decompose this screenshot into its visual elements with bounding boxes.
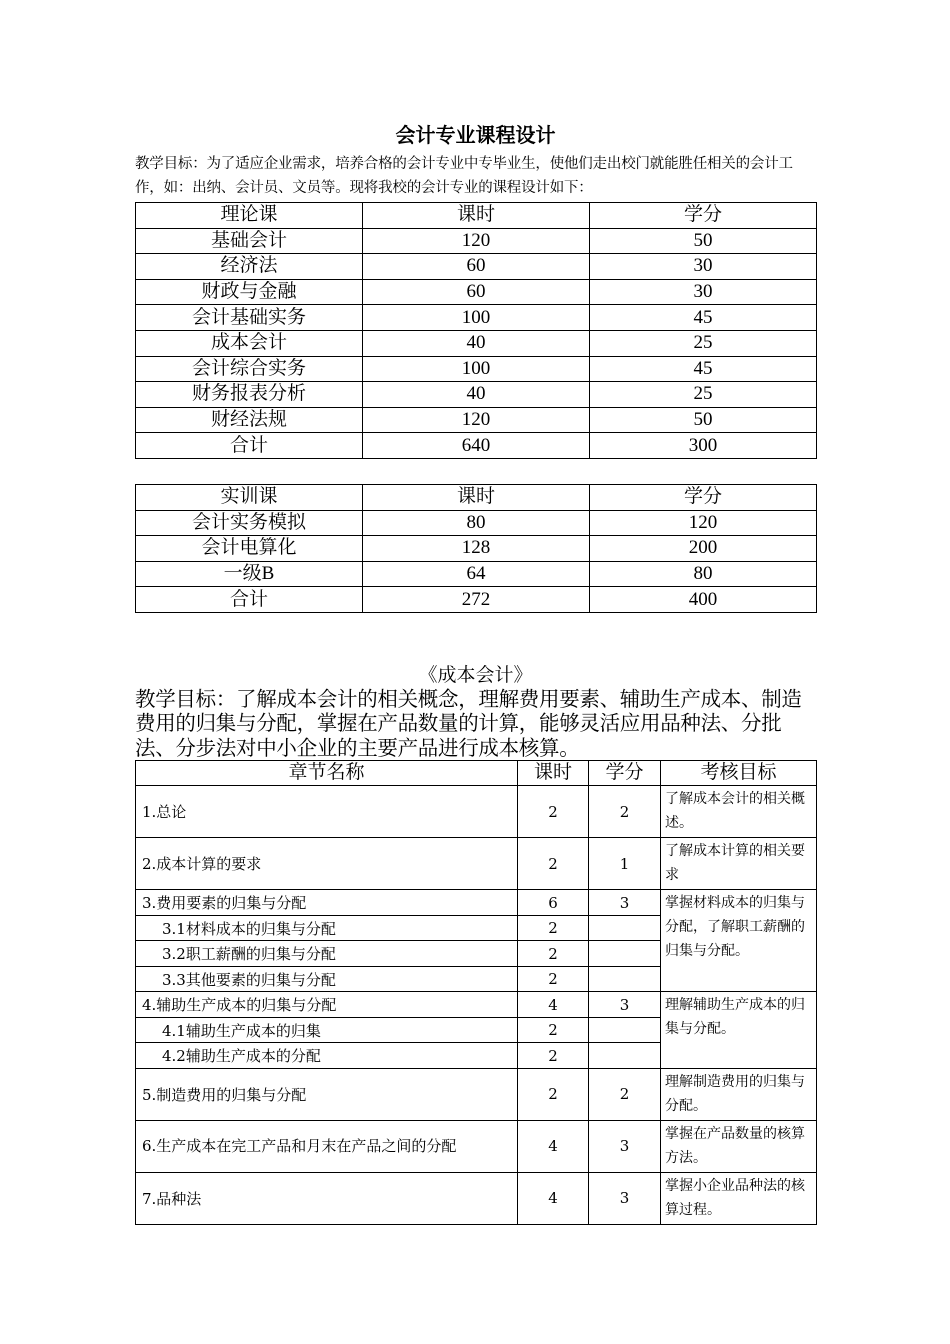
course-name-cell: 经济法 — [136, 254, 363, 280]
table-row — [136, 356, 817, 382]
table-row — [136, 786, 817, 838]
goal-cell: 理解制造费用的归集与分配。 — [661, 1068, 817, 1120]
practice-course-table — [135, 484, 817, 613]
goal-cell: 掌握材料成本的归集与分配，了解职工薪酬的归集与分配。 — [661, 890, 817, 992]
total-hours-cell: 272 — [363, 587, 590, 613]
credits-cell: 50 — [590, 407, 817, 433]
cost-accounting-intro: 教学目标：了解成本会计的相关概念，理解费用要素、辅助生产成本、制造费用的归集与分配，掌握在产品数量的计算，能够灵活应用品种法、分批法、分步法对中小企业的主要产品进行成本核算。 — [135, 686, 802, 760]
credits-cell: 2 — [589, 786, 661, 838]
table-row — [136, 254, 817, 280]
subsection-name-cell: 3.1材料成本的归集与分配 — [136, 915, 518, 941]
hours-cell: 4 — [518, 1172, 589, 1224]
total-hours-cell: 640 — [363, 433, 590, 459]
header-cell: 实训课 — [136, 484, 363, 510]
total-row — [136, 433, 817, 459]
header-cell: 学分 — [590, 484, 817, 510]
table-row — [136, 228, 817, 254]
credits-cell: 3 — [589, 992, 661, 1018]
intro-paragraph: 教学目标：为了适应企业需求，培养合格的会计专业中专毕业生，使他们走出校门就能胜任相关的会计工作，如：出纳、会计员、文员等。现将我校的会计专业的课程设计如下： — [135, 156, 793, 196]
course-name-cell: 财政与金融 — [136, 279, 363, 305]
credits-cell — [589, 966, 661, 992]
course-name-cell: 一级B — [136, 561, 363, 587]
course-name-cell: 会计电算化 — [136, 536, 363, 562]
credits-cell: 120 — [590, 510, 817, 536]
hours-cell: 2 — [518, 1017, 589, 1043]
course-name-cell: 成本会计 — [136, 330, 363, 356]
table-row — [136, 407, 817, 433]
course-name-cell: 财经法规 — [136, 407, 363, 433]
hours-cell: 80 — [363, 510, 590, 536]
table-header-row — [136, 484, 817, 510]
subsection-name-cell: 3.2职工薪酬的归集与分配 — [136, 941, 518, 967]
hours-cell: 2 — [518, 786, 589, 838]
hours-cell: 4 — [518, 1120, 589, 1172]
chapter-name-cell: 4.辅助生产成本的归集与分配 — [136, 992, 518, 1018]
chapter-name-cell: 3.费用要素的归集与分配 — [136, 890, 518, 916]
goal-cell: 理解辅助生产成本的归集与分配。 — [661, 992, 817, 1069]
table-row — [136, 992, 817, 1018]
table-row — [136, 890, 817, 916]
credits-cell — [589, 941, 661, 967]
document-page — [135, 118, 816, 1225]
credits-cell: 25 — [590, 382, 817, 408]
header-cell: 章节名称 — [136, 761, 518, 786]
header-cell: 考核目标 — [661, 761, 817, 786]
credits-cell: 3 — [589, 890, 661, 916]
credits-cell: 3 — [589, 1172, 661, 1224]
header-cell: 学分 — [590, 203, 817, 229]
total-row — [136, 587, 817, 613]
hours-cell: 128 — [363, 536, 590, 562]
hours-cell: 120 — [363, 228, 590, 254]
hours-cell: 120 — [363, 407, 590, 433]
header-cell: 理论课 — [136, 203, 363, 229]
table-row — [136, 536, 817, 562]
hours-cell: 2 — [518, 1068, 589, 1120]
goal-cell: 了解成本会计的相关概述。 — [661, 786, 817, 838]
hours-cell: 64 — [363, 561, 590, 587]
header-cell: 课时 — [363, 484, 590, 510]
cost-accounting-title: 《成本会计》 — [418, 663, 533, 686]
header-cell: 学分 — [589, 761, 661, 786]
credits-cell — [589, 1043, 661, 1069]
course-name-cell: 基础会计 — [136, 228, 363, 254]
credits-cell — [589, 915, 661, 941]
hours-cell: 2 — [518, 941, 589, 967]
credits-cell: 2 — [589, 1068, 661, 1120]
course-name-cell: 会计实务模拟 — [136, 510, 363, 536]
chapter-name-cell: 2.成本计算的要求 — [136, 838, 518, 890]
credits-cell: 30 — [590, 254, 817, 280]
hours-cell: 2 — [518, 838, 589, 890]
credits-cell: 25 — [590, 330, 817, 356]
hours-cell: 100 — [363, 356, 590, 382]
goal-cell: 了解成本计算的相关要求 — [661, 838, 817, 890]
table-row — [136, 279, 817, 305]
table-row — [136, 382, 817, 408]
table-row — [136, 330, 817, 356]
credits-cell: 30 — [590, 279, 817, 305]
theory-course-table — [135, 202, 817, 459]
credits-cell — [589, 1017, 661, 1043]
total-credits-cell: 400 — [590, 587, 817, 613]
table-header-row — [136, 203, 817, 229]
goal-cell: 掌握在产品数量的核算方法。 — [661, 1120, 817, 1172]
hours-cell: 40 — [363, 330, 590, 356]
subsection-name-cell: 4.2辅助生产成本的分配 — [136, 1043, 518, 1069]
document-title: 会计专业课程设计 — [395, 123, 556, 147]
hours-cell: 2 — [518, 1043, 589, 1069]
hours-cell: 60 — [363, 279, 590, 305]
table-row — [136, 838, 817, 890]
table-row — [136, 510, 817, 536]
hours-cell: 100 — [363, 305, 590, 331]
credits-cell: 80 — [590, 561, 817, 587]
table-row — [136, 305, 817, 331]
chapter-name-cell: 5.制造费用的归集与分配 — [136, 1068, 518, 1120]
header-cell: 课时 — [363, 203, 590, 229]
table-row — [136, 561, 817, 587]
credits-cell: 1 — [589, 838, 661, 890]
hours-cell: 40 — [363, 382, 590, 408]
subsection-name-cell: 4.1辅助生产成本的归集 — [136, 1017, 518, 1043]
hours-cell: 6 — [518, 890, 589, 916]
total-label-cell: 合计 — [136, 587, 363, 613]
course-name-cell: 会计综合实务 — [136, 356, 363, 382]
chapter-name-cell: 1.总论 — [136, 786, 518, 838]
hours-cell: 2 — [518, 915, 589, 941]
credits-cell: 45 — [590, 305, 817, 331]
cost-accounting-chapter-table — [135, 760, 817, 1225]
total-credits-cell: 300 — [590, 433, 817, 459]
chapter-name-cell: 6.生产成本在完工产品和月末在产品之间的分配 — [136, 1120, 518, 1172]
hours-cell: 2 — [518, 966, 589, 992]
subsection-name-cell: 3.3其他要素的归集与分配 — [136, 966, 518, 992]
credits-cell: 50 — [590, 228, 817, 254]
header-cell: 课时 — [518, 761, 589, 786]
course-name-cell: 财务报表分析 — [136, 382, 363, 408]
course-name-cell: 会计基础实务 — [136, 305, 363, 331]
chapter-name-cell: 7.品种法 — [136, 1172, 518, 1224]
hours-cell: 60 — [363, 254, 590, 280]
total-label-cell: 合计 — [136, 433, 363, 459]
table-row — [136, 1172, 817, 1224]
goal-cell: 掌握小企业品种法的核算过程。 — [661, 1172, 817, 1224]
table-row — [136, 1068, 817, 1120]
table-header-row — [136, 761, 817, 786]
hours-cell: 4 — [518, 992, 589, 1018]
credits-cell: 45 — [590, 356, 817, 382]
credits-cell: 3 — [589, 1120, 661, 1172]
table-row — [136, 1120, 817, 1172]
credits-cell: 200 — [590, 536, 817, 562]
